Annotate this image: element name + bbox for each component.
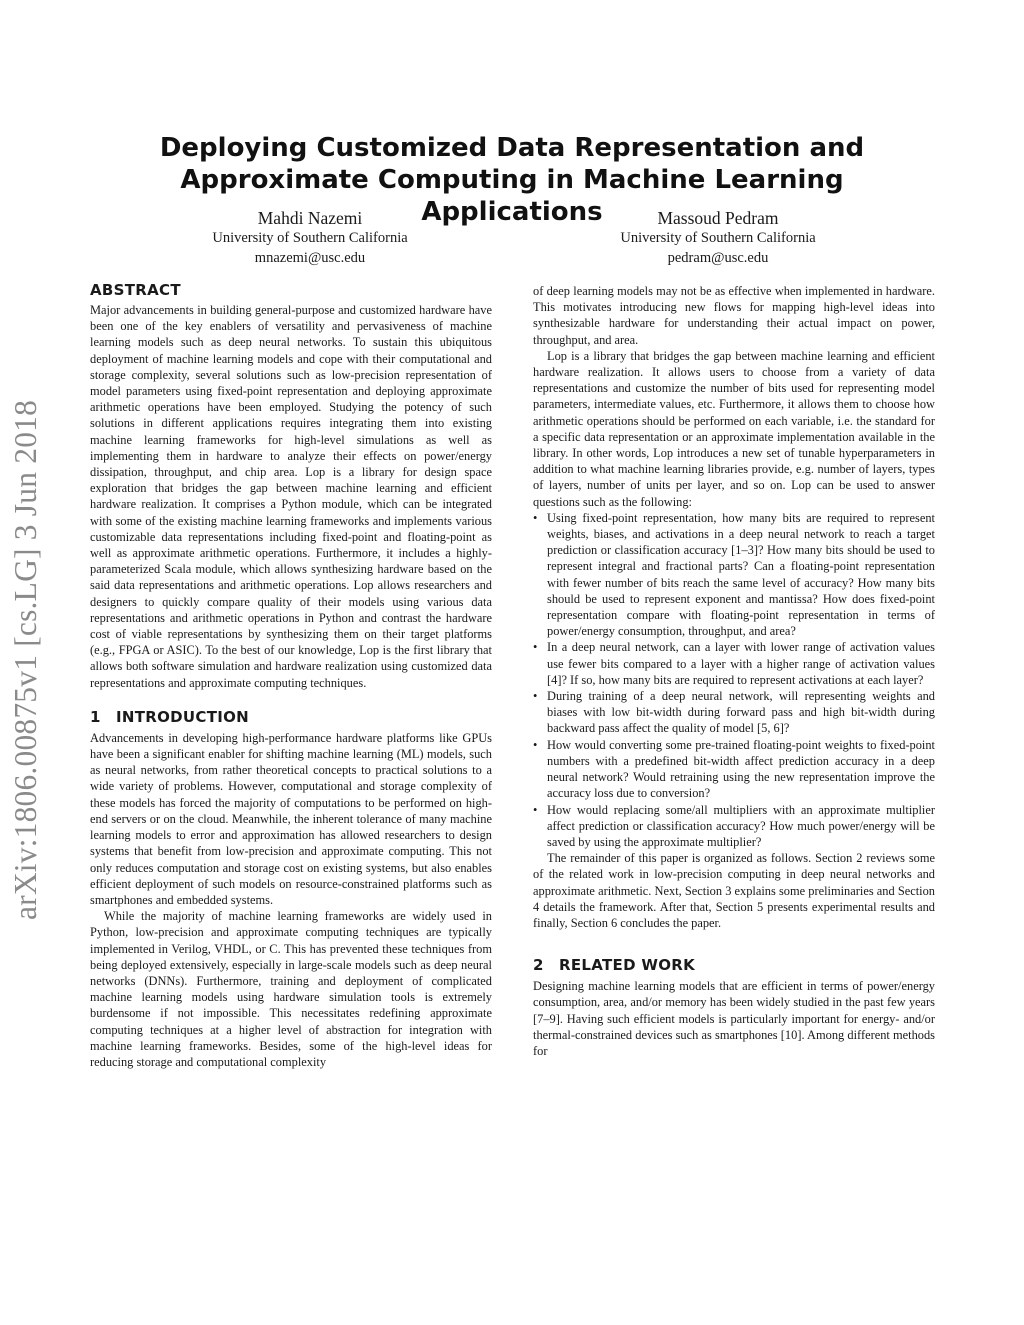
list-item-text: How would replacing some/all multipliers with an approximate multiplier affect prediction or classification accuracy? How much power/energy will be saved by using the approximate multiplier? [547,802,935,849]
question-list [533,510,935,850]
author-affiliation: University of Southern California [212,230,408,246]
author-email: pedram@usc.edu [667,250,769,266]
list-item-text: Using fixed-point representation, how many bits are required to represent weights, biases, and activations in a deep neural network to reach a target prediction or classification accuracy [1–3]? How many bits should be used to represent integral and fractional parts? Can a floating-point representation with fewer number of bits reach the same level of accuracy? How many bits should be used to represent exponent and mantissa? How does fixed-point representation compare with floating-point representation in terms of power/energy consumption, throughput, and area? [547,510,935,639]
author-name: Massoud Pedram [657,208,779,228]
right-column [533,283,935,1059]
list-item [533,639,935,688]
list-item-text: How would converting some pre-trained floating-point weights to fixed-point numbers with a predefined bit-width affect prediction accuracy in a deep neural network? Would retraining using the new representation improve the accuracy loss due to conversion? [547,737,935,801]
list-item [533,802,935,851]
lop-paragraph: Lop is a library that bridges the gap between machine learning and efficient hardware realization. It allows users to choose from a variety of data representations and customize the number of bits used for representing model parameters, intermediate values, etc. Furthermore, it allows them to choose how arithmetic operations should be performed on each variable, i.e. the standard for a specific data representation or an approximate implementation available in the library. In other words, Lop introduces a new set of tunable hyperparameters in addition to what machine learning libraries provide, e.g. number of layers, types of layers, number of units per layer, and so on. Lop can be used to answer questions such as the following: [533,348,935,509]
author-block-2 [553,208,883,268]
author-name: Mahdi Nazemi [257,208,363,228]
related-work-heading [533,955,935,975]
bullet-icon: • [533,510,538,525]
list-item [533,737,935,802]
bullet-icon: • [533,737,538,752]
section-number: 1 [90,707,101,726]
author-affiliation: University of Southern California [620,230,816,246]
intro-continuation: of deep learning models may not be as effective when implemented in hardware. This motivates introducing new flows for mapping high-level ideas into synthesizable hardware for understanding their actual impact on power, throughput, and area. [533,284,935,347]
author-email: mnazemi@usc.edu [254,250,366,266]
list-item [533,510,935,640]
arxiv-identifier [0,360,52,960]
paper-title: Deploying Customized Data Representation and Approximate Computing in Machine Learning Applications [159,133,865,227]
list-item [533,688,935,737]
section-title: INTRODUCTION [116,707,250,726]
author-block-1 [145,208,475,268]
list-item-text: In a deep neural network, can a layer with lower range of activation values use fewer bits compared to a layer with a higher range of activation values [4]? If so, how many bits are required to represent activations at each layer? [547,640,935,687]
bullet-icon: • [533,802,538,817]
abstract-text: Major advancements in building general-purpose and customized hardware have been one of the key enablers of versatility and pervasiveness of machine learning models such as deep neural networks. To sustain this ubiquitous deployment of machine learning models and cope with their computational and storage complexity, several solutions such as low-precision representation of model parameters using fixed-point representation and deploying approximate arithmetic operations have been employed. Studying the potency of such solutions in different applications requires integrating them into existing machine learning frameworks for high-level simulations as well as implementing them in hardware to analyze their effects on power/energy dissipation, throughput, and chip area. Lop is a library for design space exploration that bridges the gap between machine learning and efficient hardware realization. It comprises a Python module, which can be integrated with some of the existing machine learning frameworks and implements various customizable data representations including fixed-point and floating-point as well as approximate arithmetic operations. Furthermore, it includes a highly-parameterized Scala module, which allows synthesizing hardware based on the said data representations and arithmetic operations. Lop allows researchers and designers to quickly compare quality of their models using various data representations and arithmetic operations in Python and contrast the hardware cost of viable representations by synthesizing them on their target platforms (e.g., FPGA or ASIC). To the best of our knowledge, Lop is the first library that allows both software simulation and hardware realization using customized data representations and approximate computing techniques. [90,303,492,690]
arxiv-identifier-text: arXiv:1806.00875v1 [cs.LG] 3 Jun 2018 [8,399,43,921]
section-title: RELATED WORK [559,956,696,975]
section-number: 2 [533,956,544,975]
bullet-icon: • [533,640,538,655]
remainder-paragraph: The remainder of this paper is organized as follows. Section 2 reviews some of the related work in low-precision computing in deep neural networks and approximate arithmetic. Next, Section 3 explains some preliminaries and Section 4 details the framework. After that, Section 5 presents experimental results and finally, Section 6 concludes the paper. [533,851,935,930]
introduction-heading [90,707,492,727]
intro-paragraph-1: Advancements in developing high-performance hardware platforms like GPUs have been a significant enabler for shifting machine learning (ML) models, such as neural networks, from rather theoretical concepts to practical solutions to a wide variety of problems. However, computational and storage complexity of these models has forced the majority of computations to be performed on high-end servers or on the cloud. Meanwhile, the inherent tolerance of many machine learning models to error and approximation has allowed researchers to design systems that benefit from low-precision and approximate computing. This not only reduces computation and storage cost on existing systems, but also enables efficient deployment of such models on resource-constrained platforms such as smartphones and embedded systems. [90,730,492,907]
list-item-text: During training of a deep neural network, will representing weights and biases with low bit-width during forward pass and high bit-width during backward pass affect the quality of model [5, 6]? [547,689,935,736]
left-column [90,280,492,1070]
intro-paragraph-2: While the majority of machine learning frameworks are widely used in Python, low-precision and approximate computing techniques are typically implemented in Verilog, VHDL, or C. This has prevented these techniques from being deployed extensively, especially in large-scale models such as deep neural networks (DNNs). Furthermore, training and deployment of complicated machine learning models using hardware simulation tools is extremely burdensome if not impossible. This necessitates redefining approximate computing techniques at a higher level of abstraction for integration with machine learning frameworks. Besides, some of the high-level ideas for reducing storage and computational complexity [90,909,492,1069]
abstract-heading: ABSTRACT [90,281,181,299]
related-work-text: Designing machine learning models that are efficient in terms of power/energy consumption, area, and/or memory has been widely studied in the past few years [7–9]. Having such efficient models is particularly important for energy- and/or thermal-constrained devices such as smartphones [10]. Among different methods for [533,979,935,1058]
bullet-icon: • [533,689,538,704]
